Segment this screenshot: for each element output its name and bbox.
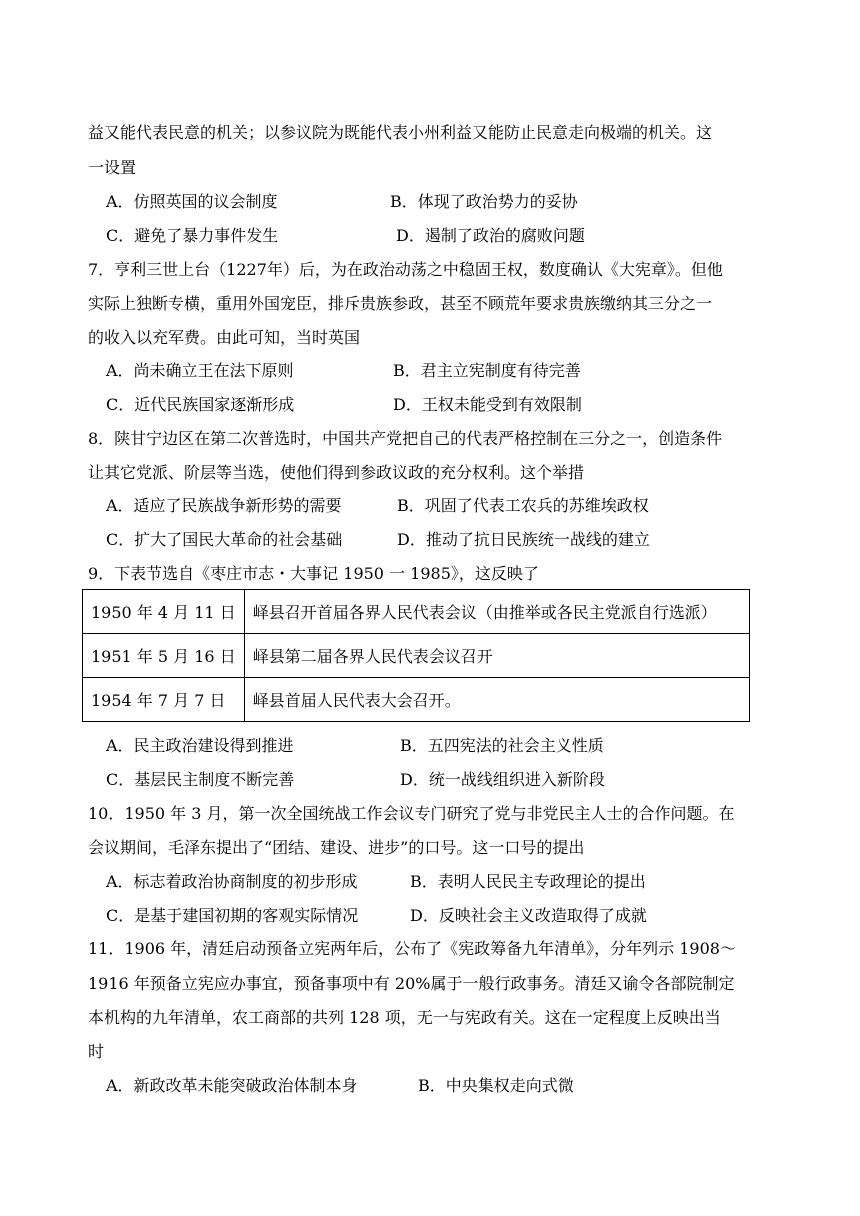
table-row (83, 678, 750, 722)
q11-option-b: B．中央集权走向式微 (418, 1076, 574, 1095)
q8-option-b: B．巩固了代表工农兵的苏维埃政权 (397, 496, 649, 515)
table-cell-date: 1950 年 4 月 11 日 (83, 590, 245, 634)
q11-stem-line-1: 11．1906 年，清廷启动预备立宪两年后，公布了《宪政筹备九年清单》，分年列示 1908～ (88, 939, 736, 958)
q10-option-b: B．表明人民民主专政理论的提出 (410, 872, 646, 891)
table-row (83, 590, 750, 634)
table-cell-date: 1954 年 7 月 7 日 (83, 678, 245, 722)
q8-stem-line-2: 让其它党派、阶层等当选，使他们得到参政议政的充分权利。这个举措 (88, 463, 585, 482)
q8-option-c: C．扩大了国民大革命的社会基础 (106, 530, 343, 549)
q10-option-c: C．是基于建国初期的客观实际情况 (106, 906, 359, 925)
q10-option-d: D．反映社会主义改造取得了成就 (410, 906, 647, 925)
q8-stem-line-1: 8．陕甘宁边区在第二次普选时，中国共产党把自己的代表严格控制在三分之一，创造条件 (88, 429, 723, 448)
q10-option-a: A．标志着政治协商制度的初步形成 (106, 872, 358, 891)
q9-stem-line-1: 9．下表节选自《枣庄市志・大事记 1950 一 1985》，这反映了 (88, 564, 539, 583)
q11-option-a: A．新政改革未能突破政治体制本身 (106, 1076, 358, 1095)
q7-stem-line-2: 实际上独断专横，重用外国宠臣，排斥贵族参政，甚至不顾荒年要求贵族缴纳其三分之一 (88, 294, 713, 313)
q7-stem-line-1: 7．亨利三世上台（1227年）后，为在政治动荡之中稳固王权，数度确认《大宪章》。但他 (88, 260, 723, 279)
q9-option-b: B．五四宪法的社会主义性质 (400, 736, 604, 755)
q11-stem-line-3: 本机构的九年清单，农工商部的共列 128 项，无一与宪政有关。这在一定程度上反映出当 (88, 1008, 721, 1027)
q6-option-b: B．体现了政治势力的妥协 (390, 192, 578, 211)
q11-stem-line-4: 时 (88, 1042, 105, 1061)
table-row (83, 634, 750, 678)
q9-option-c: C．基层民主制度不断完善 (106, 770, 295, 789)
q9-events-table (82, 589, 750, 722)
q7-option-c: C．近代民族国家逐渐形成 (106, 395, 295, 414)
q10-stem-line-2: 会议期间，毛泽东提出了“团结、建设、进步”的口号。这一口号的提出 (88, 838, 585, 857)
q9-option-d: D．统一战线组织进入新阶段 (400, 770, 605, 789)
q6-option-c: C．避免了暴力事件发生 (106, 226, 279, 245)
q6-option-d: D．遏制了政治的腐败问题 (396, 226, 585, 245)
q10-stem-line-1: 10．1950 年 3 月，第一次全国统战工作会议专门研究了党与非党民主人士的合作问题。在 (88, 804, 735, 823)
q7-option-a: A．尚未确立王在法下原则 (106, 361, 294, 380)
q11-stem-line-2: 1916 年预备立宪应办事宜，预备事项中有 20%属于一般行政事务。清廷又谕令各部院制定 (88, 974, 735, 993)
table-cell-date: 1951 年 5 月 16 日 (83, 634, 245, 678)
q8-option-d: D．推动了抗日民族统一战线的建立 (397, 530, 650, 549)
q7-stem-line-3: 的收入以充军费。由此可知，当时英国 (88, 328, 361, 347)
table-cell-event: 峄县第二届各界人民代表会议召开 (244, 634, 749, 678)
q6-stem-line-1: 益又能代表民意的机关；以参议院为既能代表小州利益又能防止民意走向极端的机关。这 (88, 123, 713, 142)
q6-stem-line-2: 一设置 (88, 158, 137, 177)
table-cell-event: 峄县召开首届各界人民代表会议（由推举或各民主党派自行选派） (244, 590, 749, 634)
q9-option-a: A．民主政治建设得到推进 (106, 736, 294, 755)
q7-option-d: D．王权未能受到有效限制 (393, 395, 582, 414)
q8-option-a: A．适应了民族战争新形势的需要 (106, 496, 342, 515)
q7-option-b: B．君主立宪制度有待完善 (393, 361, 581, 380)
table-cell-event: 峄县首届人民代表大会召开。 (244, 678, 749, 722)
q6-option-a: A．仿照英国的议会制度 (106, 192, 278, 211)
